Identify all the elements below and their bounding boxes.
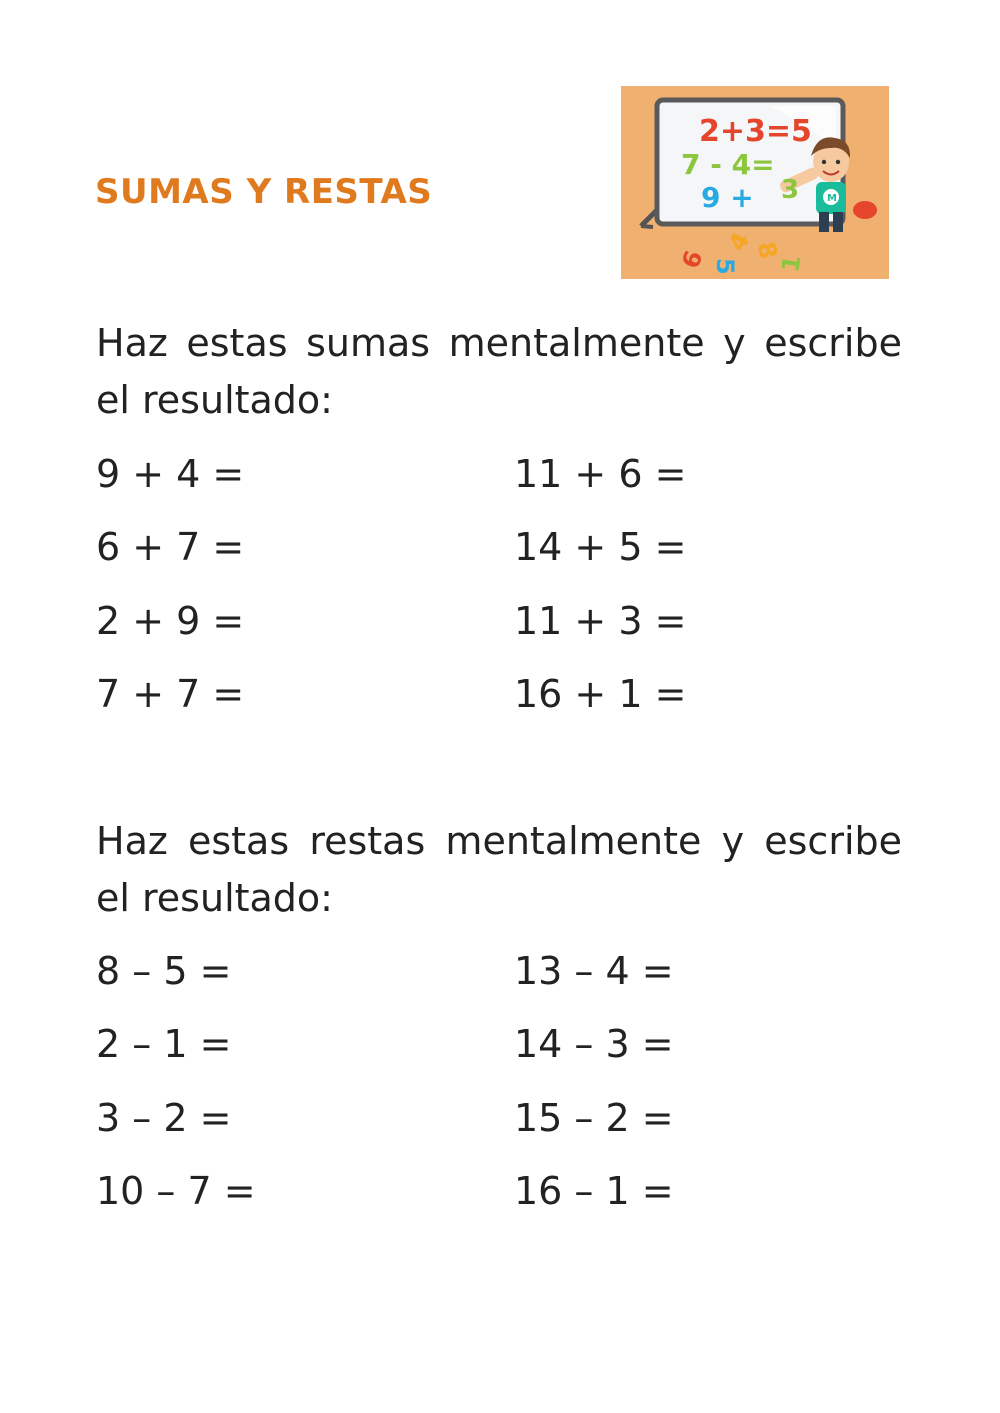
sum-left-2: 6 + 7 = bbox=[96, 525, 245, 569]
math-board-illustration bbox=[621, 86, 889, 279]
floor-digit-1: 1 bbox=[776, 253, 807, 275]
sum-right-4: 16 + 1 = bbox=[514, 672, 687, 716]
floor-digit-4: 4 bbox=[722, 227, 756, 256]
sums-instruction: Haz estas sumas mentalmente y escribe el resultado: bbox=[96, 321, 902, 422]
board-line-3: 9 + bbox=[701, 181, 754, 214]
floor-digit-6: 6 bbox=[676, 246, 709, 273]
board-line-2: 7 - 4= bbox=[681, 148, 775, 181]
sub-right-3: 15 – 2 = bbox=[514, 1096, 674, 1140]
held-digit: 3 bbox=[781, 175, 800, 205]
shirt-letter: M bbox=[827, 193, 837, 204]
sub-right-2: 14 – 3 = bbox=[514, 1022, 674, 1066]
sub-left-1: 8 – 5 = bbox=[96, 949, 232, 993]
sub-left-3: 3 – 2 = bbox=[96, 1096, 232, 1140]
sub-left-2: 2 – 1 = bbox=[96, 1022, 232, 1066]
floor-digit-8: 8 bbox=[751, 239, 783, 262]
sum-right-2: 14 + 5 = bbox=[514, 525, 687, 569]
sub-right-1: 13 – 4 = bbox=[514, 949, 674, 993]
page-title: SUMAS Y RESTAS bbox=[95, 172, 433, 212]
subtractions-instruction: Haz estas restas mentalmente y escribe el resultado: bbox=[96, 819, 902, 920]
sum-left-4: 7 + 7 = bbox=[96, 672, 245, 716]
sub-right-4: 16 – 1 = bbox=[514, 1169, 674, 1213]
sum-right-1: 11 + 6 = bbox=[514, 452, 687, 496]
floor-digit-5: 5 bbox=[711, 258, 739, 275]
sub-left-4: 10 – 7 = bbox=[96, 1169, 256, 1213]
board-line-1: 2+3=5 bbox=[699, 114, 812, 149]
sum-left-3: 2 + 9 = bbox=[96, 599, 245, 643]
sum-right-3: 11 + 3 = bbox=[514, 599, 687, 643]
sum-left-1: 9 + 4 = bbox=[96, 452, 245, 496]
